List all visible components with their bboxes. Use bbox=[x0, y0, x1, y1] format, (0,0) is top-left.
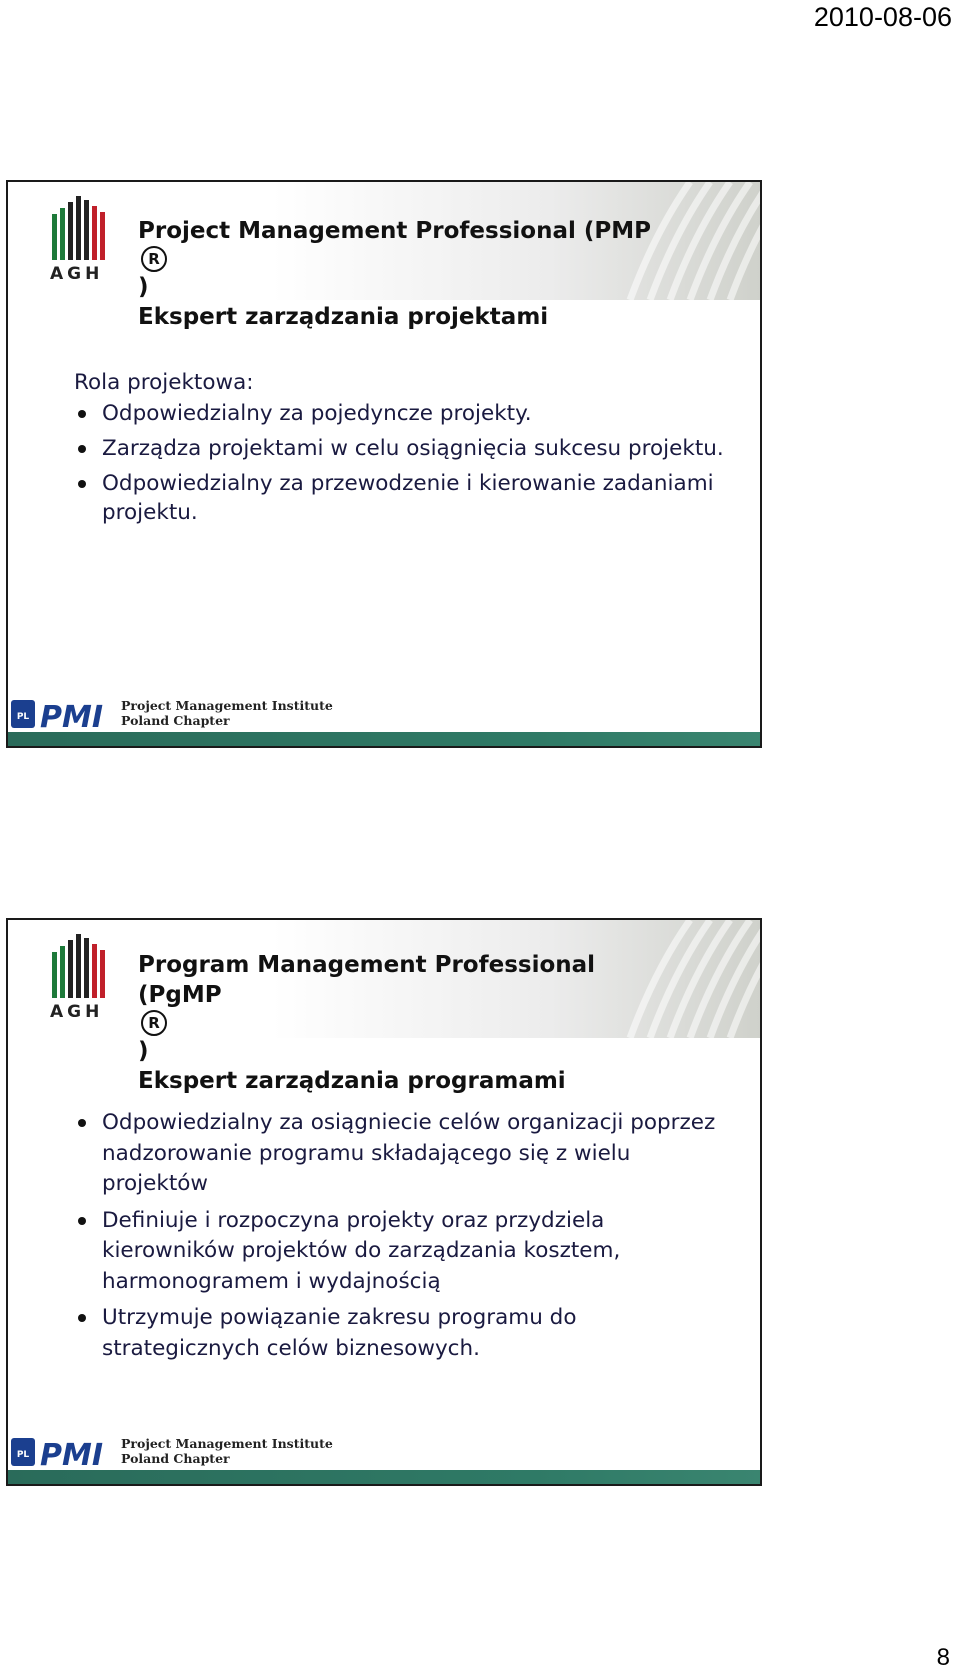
agh-logo-text: AGH bbox=[50, 264, 104, 284]
pmi-line: Poland Chapter bbox=[121, 713, 230, 728]
slide-title bbox=[138, 950, 740, 1096]
pl-badge: PL bbox=[16, 712, 30, 722]
title-paren: ) bbox=[138, 1038, 149, 1064]
title-line: (PgMP bbox=[138, 982, 222, 1008]
title-line: Ekspert zarządzania programami bbox=[138, 1068, 566, 1094]
footer-bar bbox=[8, 1470, 760, 1484]
slide-footer bbox=[8, 1424, 760, 1484]
page-date: 2010-08-06 bbox=[813, 2, 952, 32]
slide-footer bbox=[8, 686, 760, 746]
slide-body bbox=[74, 1108, 740, 1370]
body-intro: Rola projektowa: bbox=[74, 370, 254, 395]
page-number: 8 bbox=[936, 1644, 950, 1671]
slide-pmp bbox=[6, 180, 762, 748]
pl-badge: PL bbox=[16, 1450, 30, 1460]
title-line: Program Management Professional bbox=[138, 952, 596, 978]
title-paren: ) bbox=[138, 274, 149, 300]
registered-mark: R bbox=[141, 246, 167, 272]
pmi-logo bbox=[10, 1435, 116, 1469]
pmi-caption bbox=[121, 698, 333, 728]
list-item: Odpowiedzialny za osiągniecie celów organizacji poprzez nadzorowanie programu składającego się z wielu projektów bbox=[74, 1108, 740, 1200]
title-line: Ekspert zarządzania projektami bbox=[138, 304, 549, 330]
list-item: Definiuje i rozpoczyna projekty oraz przydziela kierowników projektów do zarządzania kosztem, harmonogramem i wydajnością bbox=[74, 1206, 740, 1298]
pmi-caption bbox=[121, 1436, 333, 1466]
agh-logo-text: AGH bbox=[50, 1002, 104, 1022]
bullet-list bbox=[74, 399, 740, 527]
registered-mark: R bbox=[141, 1010, 167, 1036]
pmi-wordmark: PMI bbox=[40, 1438, 104, 1469]
pmi-logo bbox=[10, 697, 116, 731]
slide-pgmp bbox=[6, 918, 762, 1486]
list-item: Odpowiedzialny za przewodzenie i kierowanie zadaniami projektu. bbox=[74, 469, 740, 527]
list-item: Utrzymuje powiązanie zakresu programu do strategicznych celów biznesowych. bbox=[74, 1303, 740, 1364]
pmi-line: Project Management Institute bbox=[121, 698, 333, 713]
footer-bar bbox=[8, 732, 760, 746]
slide-body bbox=[74, 368, 740, 533]
slide-title bbox=[138, 216, 740, 332]
list-item: Odpowiedzialny za pojedyncze projekty. bbox=[74, 399, 740, 428]
title-line: Project Management Professional (PMP bbox=[138, 218, 651, 244]
pmi-line: Project Management Institute bbox=[121, 1436, 333, 1451]
pmi-line: Poland Chapter bbox=[121, 1451, 230, 1466]
pmi-wordmark: PMI bbox=[40, 700, 104, 731]
list-item: Zarządza projektami w celu osiągnięcia sukcesu projektu. bbox=[74, 434, 740, 463]
bullet-list bbox=[74, 1108, 740, 1364]
